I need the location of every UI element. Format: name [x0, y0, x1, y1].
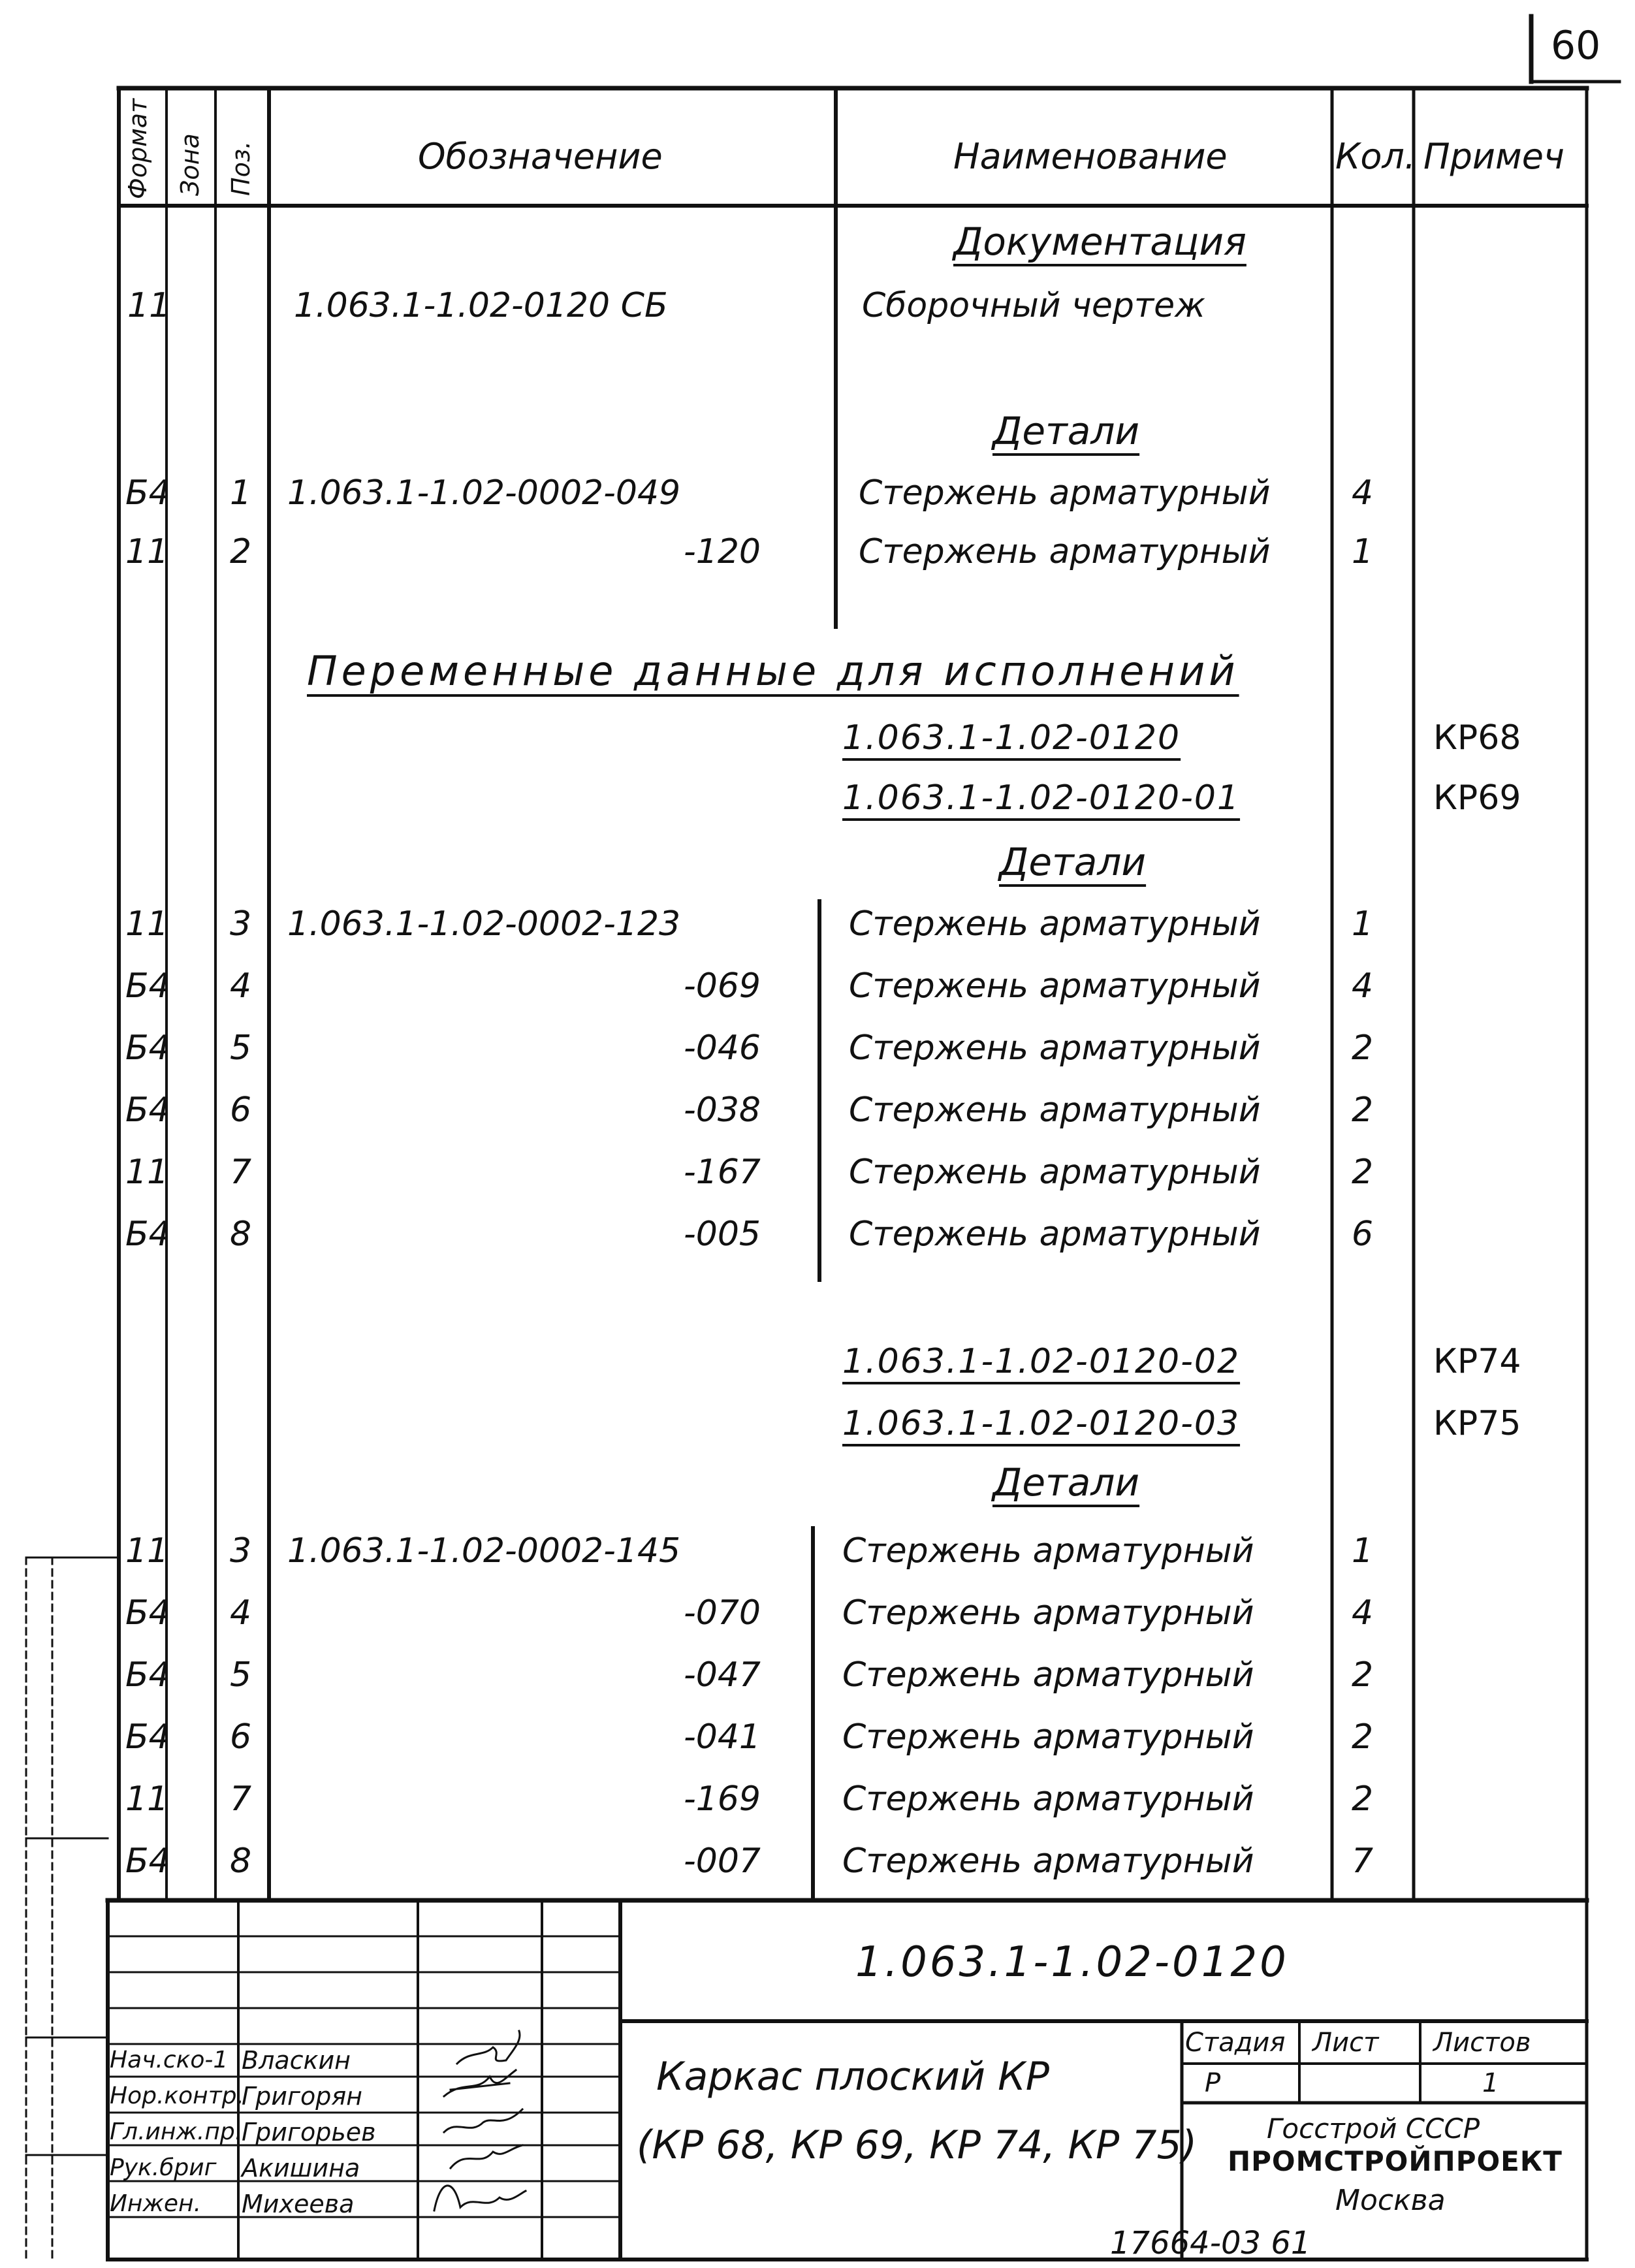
- doc-format: 11: [127, 286, 171, 325]
- row-format: Б4: [125, 1655, 170, 1695]
- row-designation: -069: [683, 966, 761, 1006]
- row-designation: -167: [683, 1153, 761, 1192]
- signature-name: Григорьев: [242, 2118, 376, 2147]
- sheet-label: Лист: [1312, 2028, 1379, 2058]
- row-qty: 4: [1352, 473, 1374, 513]
- row-qty: 4: [1352, 966, 1374, 1006]
- row-designation: -169: [683, 1780, 761, 1819]
- footer-number: 17664-03 61: [1110, 2225, 1311, 2261]
- row-format: 11: [125, 904, 169, 944]
- doc-name: Сборочный чертеж: [862, 286, 1205, 325]
- row-format: 11: [125, 1780, 169, 1819]
- signature-name: Григорян: [242, 2082, 363, 2111]
- org-line-1: Госстрой СССР: [1267, 2113, 1480, 2145]
- row-qty: 2: [1352, 1655, 1374, 1695]
- row-name: Стержень арматурный: [842, 1655, 1254, 1695]
- row-pos: 3: [230, 1531, 252, 1571]
- row-pos: 2: [230, 532, 252, 571]
- signature-role: Нач.ско-1: [110, 2047, 229, 2073]
- row-format: 11: [125, 1153, 169, 1192]
- row-pos: 5: [230, 1655, 252, 1695]
- row-pos: 6: [230, 1717, 252, 1757]
- row-qty: 1: [1352, 904, 1374, 944]
- signature-role: Нор.контр.: [110, 2083, 244, 2109]
- row-qty: 2: [1352, 1780, 1374, 1819]
- section-variable-data: Переменные данные для исполнений: [307, 647, 1239, 695]
- section-details-3: Детали: [992, 1460, 1140, 1505]
- header-zone: Зона: [176, 133, 204, 196]
- stage-label: Стадия: [1185, 2028, 1286, 2058]
- signature-role: Инжен.: [110, 2190, 202, 2217]
- variant-code: 1.063.1-1.02-0120-02: [842, 1342, 1241, 1381]
- row-pos: 6: [230, 1091, 252, 1130]
- signature-name: Михеева: [242, 2190, 355, 2218]
- header-name: Наименование: [953, 136, 1228, 177]
- row-name: Стержень арматурный: [849, 1029, 1261, 1068]
- row-designation: -038: [683, 1091, 761, 1130]
- row-format: Б4: [125, 966, 170, 1006]
- sheets-label: Листов: [1433, 2028, 1531, 2058]
- header-note: Примеч: [1423, 136, 1564, 177]
- section-details-1: Детали: [992, 409, 1140, 453]
- row-qty: 2: [1352, 1153, 1374, 1192]
- row-designation: -047: [683, 1655, 761, 1695]
- row-designation: -007: [683, 1842, 761, 1881]
- row-qty: 4: [1352, 1593, 1374, 1633]
- signature-name: Власкин: [242, 2046, 351, 2075]
- row-name: Стержень арматурный: [849, 904, 1261, 944]
- row-name: Стержень арматурный: [849, 1091, 1261, 1130]
- row-pos: 4: [230, 966, 252, 1006]
- row-pos: 4: [230, 1593, 252, 1633]
- org-line-3: Москва: [1335, 2184, 1446, 2217]
- section-documentation: Документация: [953, 219, 1246, 264]
- row-name: Стержень арматурный: [842, 1842, 1254, 1881]
- variant-note: КР68: [1433, 718, 1521, 758]
- row-format: Б4: [125, 1091, 170, 1130]
- row-qty: 2: [1352, 1717, 1374, 1757]
- page-number: 60: [1551, 23, 1601, 69]
- row-name: Стержень арматурный: [849, 1215, 1261, 1254]
- signature-role: Рук.бриг: [110, 2154, 217, 2181]
- row-format: Б4: [125, 1593, 170, 1633]
- row-name: Стержень арматурный: [859, 532, 1271, 571]
- row-qty: 6: [1352, 1215, 1374, 1254]
- variant-note: КР74: [1433, 1342, 1521, 1381]
- row-designation: 1.063.1-1.02-0002-049: [287, 473, 681, 513]
- title-line-1: Каркас плоский КР: [656, 2054, 1049, 2100]
- row-pos: 8: [230, 1215, 252, 1254]
- row-qty: 7: [1352, 1842, 1374, 1881]
- row-pos: 5: [230, 1029, 252, 1068]
- row-pos: 8: [230, 1842, 252, 1881]
- header-designation: Обозначение: [418, 136, 663, 177]
- stage-value: Р: [1205, 2068, 1221, 2098]
- signature-name: Акишина: [242, 2154, 360, 2182]
- header-qty: Кол.: [1335, 136, 1416, 177]
- row-format: 11: [125, 1531, 169, 1571]
- row-pos: 7: [230, 1780, 252, 1819]
- variant-code: 1.063.1-1.02-0120: [842, 718, 1181, 758]
- section-details-2: Детали: [999, 840, 1147, 884]
- row-designation: 1.063.1-1.02-0002-145: [287, 1531, 681, 1571]
- row-designation: 1.063.1-1.02-0002-123: [287, 904, 681, 944]
- org-line-2: ПРОМСТРОЙПРОЕКТ: [1228, 2145, 1563, 2177]
- header-pos: Поз.: [227, 140, 255, 196]
- row-qty: 1: [1352, 532, 1374, 571]
- row-qty: 2: [1352, 1091, 1374, 1130]
- row-format: 11: [125, 532, 169, 571]
- row-pos: 3: [230, 904, 252, 944]
- row-name: Стержень арматурный: [849, 1153, 1261, 1192]
- sheets-value: 1: [1482, 2068, 1499, 2098]
- row-designation: -041: [683, 1717, 761, 1757]
- row-format: Б4: [125, 1717, 170, 1757]
- row-name: Стержень арматурный: [842, 1717, 1254, 1757]
- row-designation: -046: [683, 1029, 761, 1068]
- row-format: Б4: [125, 1029, 170, 1068]
- variant-note: КР69: [1433, 778, 1521, 818]
- row-format: Б4: [125, 473, 170, 513]
- row-name: Стержень арматурный: [842, 1780, 1254, 1819]
- row-format: Б4: [125, 1842, 170, 1881]
- doc-designation: 1.063.1-1.02-0120 СБ: [294, 286, 668, 325]
- row-name: Стержень арматурный: [859, 473, 1271, 513]
- signature-role: Гл.инж.пр.: [110, 2118, 243, 2145]
- row-qty: 1: [1352, 1531, 1374, 1571]
- row-designation: -005: [683, 1215, 761, 1254]
- row-designation: -120: [683, 532, 761, 571]
- row-designation: -070: [683, 1593, 761, 1633]
- row-name: Стержень арматурный: [842, 1593, 1254, 1633]
- row-format: Б4: [125, 1215, 170, 1254]
- doc-code: 1.063.1-1.02-0120: [855, 1938, 1289, 1987]
- row-name: Стержень арматурный: [842, 1531, 1254, 1571]
- variant-note: КР75: [1433, 1404, 1521, 1443]
- variant-code: 1.063.1-1.02-0120-01: [842, 778, 1241, 818]
- variant-code: 1.063.1-1.02-0120-03: [842, 1404, 1241, 1443]
- row-pos: 1: [230, 473, 252, 513]
- row-pos: 7: [230, 1153, 252, 1192]
- row-name: Стержень арматурный: [849, 966, 1261, 1006]
- row-qty: 2: [1352, 1029, 1374, 1068]
- header-format: Формат: [123, 98, 152, 199]
- title-line-2: (КР 68, КР 69, КР 74, КР 75): [637, 2122, 1198, 2168]
